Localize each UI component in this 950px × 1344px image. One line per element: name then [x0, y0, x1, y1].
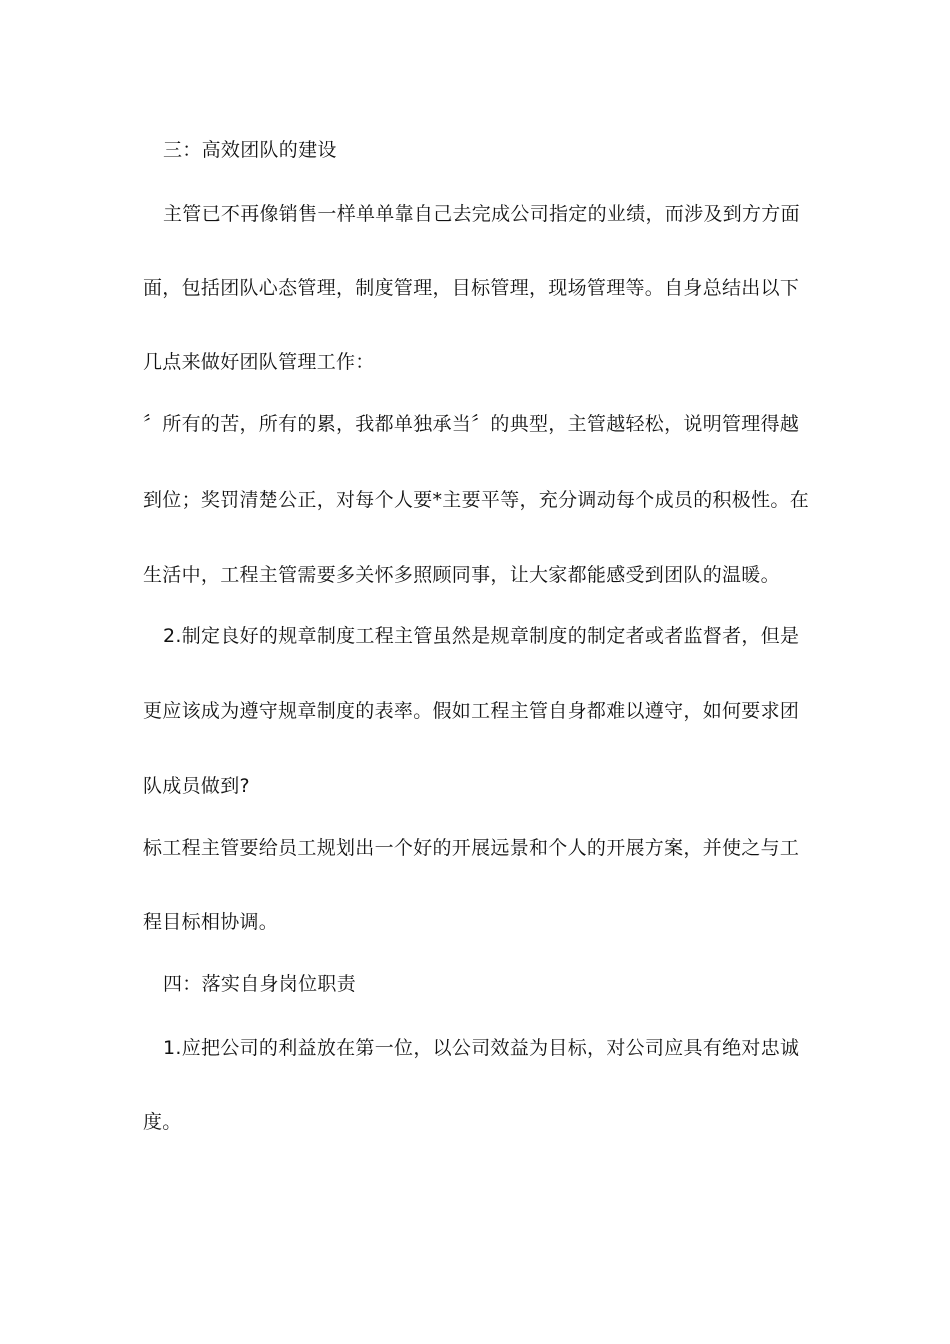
- paragraph-line: 队成员做到?: [143, 775, 250, 797]
- paragraph-line: 度。: [143, 1111, 182, 1133]
- section-heading-4: 四：落实自身岗位职责: [163, 973, 357, 995]
- paragraph-line: 到位；奖罚清楚公正，对每个人要*主要平等，充分调动每个成员的积极性。在: [143, 489, 810, 511]
- paragraph-line: 标工程主管要给员工规划出一个好的开展远景和个人的开展方案，并使之与工: [143, 837, 800, 859]
- paragraph-line: 生活中，工程主管需要多关怀多照顾同事，让大家都能感受到团队的温暖。: [143, 564, 780, 586]
- paragraph-line: 〞所有的苦，所有的累，我都单独承当〞的典型，主管越轻松，说明管理得越: [143, 413, 800, 435]
- section-heading-3: 三：高效团队的建设: [163, 139, 337, 161]
- paragraph-line: 更应该成为遵守规章制度的表率。假如工程主管自身都难以遵守，如何要求团: [143, 700, 800, 722]
- paragraph-line: 程目标相协调。: [143, 911, 279, 933]
- paragraph-line: 几点来做好团队管理工作：: [143, 351, 375, 373]
- paragraph-line: 1.应把公司的利益放在第一位，以公司效益为目标，对公司应具有绝对忠诚: [163, 1037, 800, 1059]
- paragraph-line: 面，包括团队心态管理，制度管理，目标管理，现场管理等。自身总结出以下: [143, 277, 800, 299]
- paragraph-line: 2.制定良好的规章制度工程主管虽然是规章制度的制定者或者监督者，但是: [163, 625, 800, 647]
- paragraph-line: 主管已不再像销售一样单单靠自己去完成公司指定的业绩，而涉及到方方面: [163, 203, 800, 225]
